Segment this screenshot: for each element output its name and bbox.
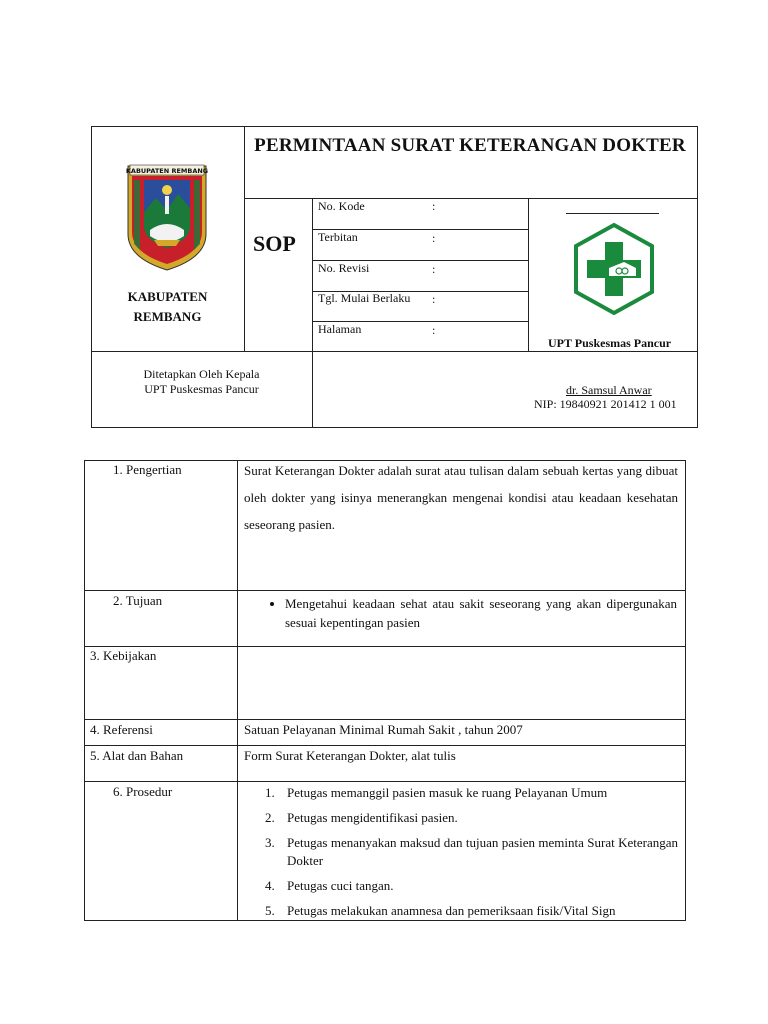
step-number: 5.: [265, 903, 275, 918]
signer-nip: NIP: 19840921 201412 1 001: [534, 397, 677, 411]
signer-name: dr. Samsul Anwar: [566, 383, 652, 397]
list-item: [237, 877, 678, 895]
section-label-pengertian: 1. Pengertian: [113, 462, 182, 477]
region-name-line1: KABUPATEN: [127, 289, 208, 304]
list-item: [237, 902, 678, 920]
field-sep: :: [432, 292, 436, 306]
step-text: Petugas cuci tangan.: [287, 878, 394, 893]
section-label-prosedur: 6. Prosedur: [113, 784, 173, 799]
referensi-text: Satuan Pelayanan Minimal Rumah Sakit , tahun 2007: [244, 722, 523, 737]
section-label-alat-bahan: 5. Alat dan Bahan: [90, 748, 184, 763]
step-text: Petugas memanggil pasien masuk ke ruang Pelayanan Umum: [287, 785, 608, 800]
step-text: Petugas melakukan anamnesa dan pemeriksaan fisik/Vital Sign: [287, 903, 616, 918]
list-item: [237, 784, 678, 802]
field-label-terbitan: Terbitan: [318, 230, 358, 244]
section-label-referensi: 4. Referensi: [90, 722, 153, 737]
facility-name: UPT Puskesmas Pancur: [548, 336, 672, 350]
sop-label: SOP: [253, 231, 296, 256]
region-name-line2: REMBANG: [133, 309, 202, 324]
prosedur-steps: [237, 784, 678, 927]
kabupaten-rembang-emblem: [124, 160, 210, 272]
established-line2: UPT Puskesmas Pancur: [144, 382, 259, 396]
step-text: Petugas menanyakan maksud dan tujuan pasien meminta Surat Keterangan Dokter: [287, 835, 678, 868]
field-label-no-revisi: No. Revisi: [318, 261, 370, 275]
alat-bahan-text: Form Surat Keterangan Dokter, alat tulis: [244, 748, 456, 763]
field-sep: :: [432, 199, 436, 213]
section-label-kebijakan: 3. Kebijakan: [90, 648, 157, 663]
step-number: 2.: [265, 810, 275, 825]
tujuan-bullet: • Mengetahui keadaan sehat atau sakit seseorang yang akan dipergunakan sesuai kepentingan pasien: [285, 594, 677, 632]
emblem-banner-text: KABUPATEN REMBANG: [125, 167, 209, 175]
puskesmas-logo: [572, 222, 656, 316]
field-label-tgl-mulai-berlaku: Tgl. Mulai Berlaku: [318, 291, 411, 305]
step-number: 4.: [265, 878, 275, 893]
field-label-halaman: Halaman: [318, 322, 362, 336]
field-label-no-kode: No. Kode: [318, 199, 365, 213]
field-sep: :: [432, 262, 436, 276]
step-number: 1.: [265, 785, 275, 800]
list-item: [237, 834, 678, 870]
section-label-tujuan: 2. Tujuan: [113, 593, 163, 608]
step-number: 3.: [265, 835, 275, 850]
field-sep: :: [432, 231, 436, 245]
tujuan-content: [267, 594, 677, 632]
pengertian-text: Surat Keterangan Dokter adalah surat atau tulisan dalam sebuah kertas yang dibuat oleh dokter yang isinya menerangkan mengenai kondisi atau keadaan kesehatan seseorang pasien.: [244, 463, 678, 532]
document-title: [244, 128, 696, 164]
step-text: Petugas mengidentifikasi pasien.: [287, 810, 458, 825]
established-line1: Ditetapkan Oleh Kepala: [143, 367, 260, 381]
document-title-text: PERMINTAAN SURAT KETERANGAN DOKTER: [254, 135, 686, 156]
list-item: [237, 809, 678, 827]
field-sep: :: [432, 323, 436, 337]
